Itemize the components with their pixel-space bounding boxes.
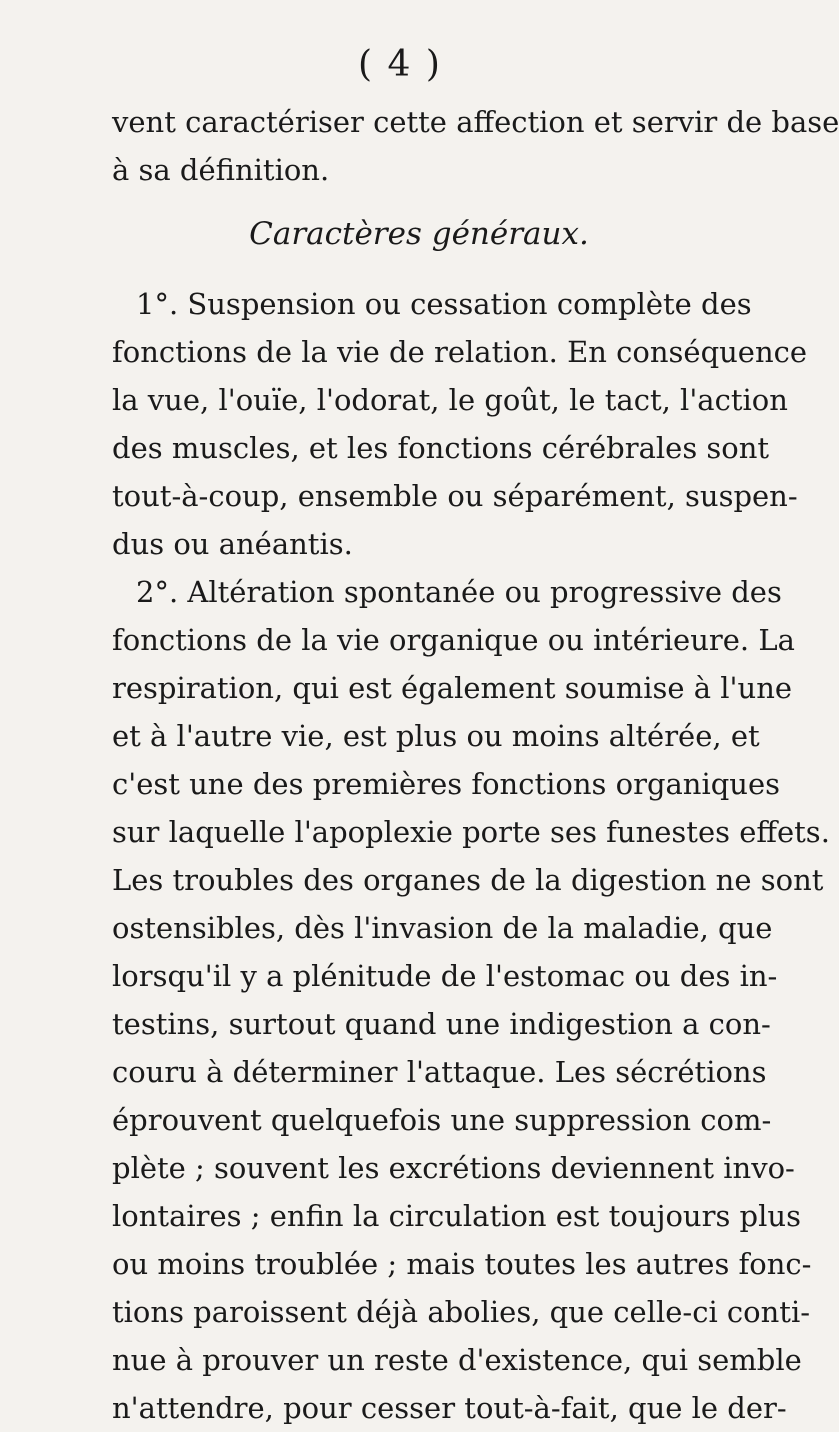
text-line: n'attendre, pour cesser tout-à-fait, que le der- (112, 1391, 787, 1425)
section-heading: Caractères généraux. (249, 216, 589, 252)
text-line: à sa définition. (112, 153, 330, 187)
text-line: tions paroissent déjà abolies, que celle-ci conti- (112, 1295, 811, 1329)
text-line: nue à prouver un reste d'existence, qui semble (112, 1343, 802, 1377)
text-line: sur laquelle l'apoplexie porte ses funestes effets. (112, 815, 830, 849)
text-line: dus ou anéantis. (112, 527, 353, 561)
text-line: lorsqu'il y a plénitude de l'estomac ou des in- (112, 959, 778, 993)
text-line: ou moins troublée ; mais toutes les autres fonc- (112, 1247, 812, 1281)
text-line: testins, surtout quand une indigestion a con- (112, 1007, 771, 1041)
text-line: fonctions de la vie de relation. En conséquence (112, 335, 808, 369)
page-number: ( 4 ) (358, 44, 442, 85)
text-line: et à l'autre vie, est plus ou moins altérée, et (112, 719, 760, 753)
text-line: c'est une des premières fonctions organiques (112, 767, 781, 801)
page-text (112, 98, 839, 1432)
text-line: plète ; souvent les excrétions deviennent invo- (112, 1151, 795, 1185)
text-line: lontaires ; enfin la circulation est toujours plus (112, 1199, 801, 1233)
text-line: des muscles, et les fonctions cérébrales sont (112, 431, 770, 465)
text-line: tout-à-coup, ensemble ou séparément, suspen- (112, 479, 798, 513)
text-line: fonctions de la vie organique ou intérieure. La (112, 623, 795, 657)
text-line: 2°. Altération spontanée ou progressive des (136, 575, 782, 609)
text-line: vent caractériser cette affection et servir de base (112, 105, 839, 139)
text-line: la vue, l'ouïe, l'odorat, le goût, le tact, l'action (112, 383, 788, 417)
text-line: couru à déterminer l'attaque. Les sécrétions (112, 1055, 767, 1089)
text-line: respiration, qui est également soumise à l'une (112, 671, 793, 705)
text-line: ostensibles, dès l'invasion de la maladie, que (112, 911, 773, 945)
text-line: éprouvent quelquefois une suppression com- (112, 1103, 772, 1137)
text-line: Les troubles des organes de la digestion ne sont (112, 863, 824, 897)
text-line: 1°. Suspension ou cessation complète des (136, 287, 752, 321)
